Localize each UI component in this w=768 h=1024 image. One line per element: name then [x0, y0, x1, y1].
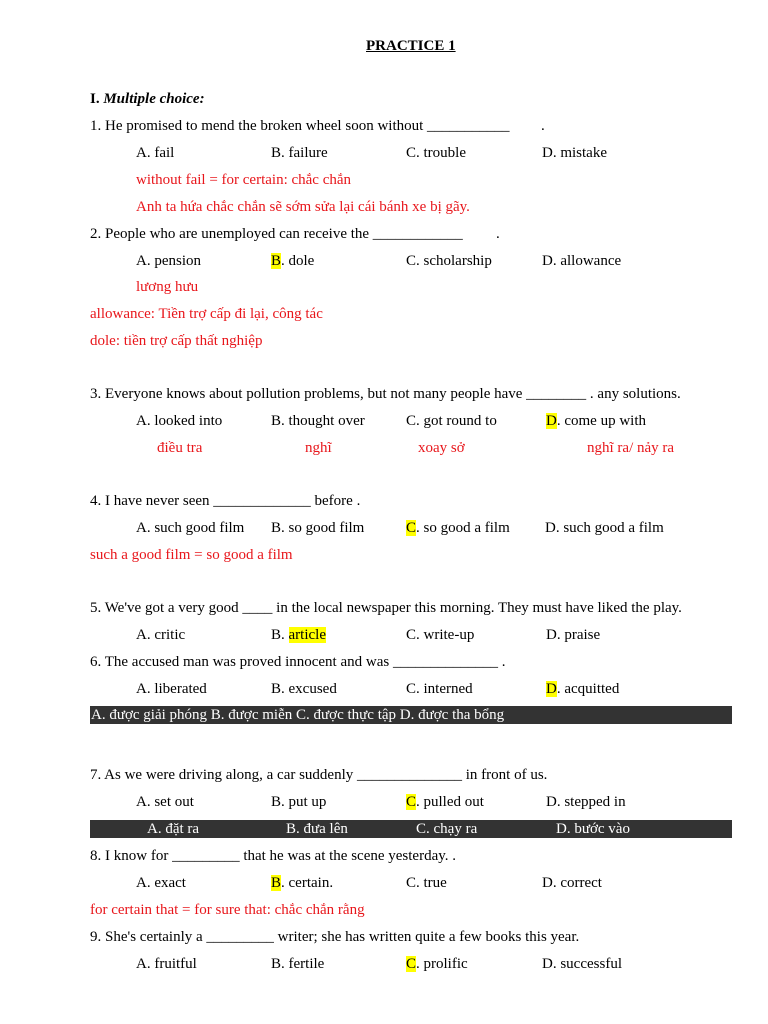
section-name: Multiple choice: — [103, 91, 205, 107]
q6-translation: A. được giải phóng B. được miễn C. được thực tập D. được tha bổng — [91, 707, 505, 723]
q9-option-d: D. successful — [542, 956, 622, 972]
q4-option-c: C. so good a film — [406, 520, 510, 536]
answer-highlight: C — [406, 794, 417, 810]
question-6-stem: 6. The accused man was proved innocent and was ______________ . — [90, 654, 506, 670]
question-5-stem: 5. We've got a very good ____ in the local newspaper this morning. They must have liked the play. — [90, 600, 682, 616]
q7-trans-d: D. bước vào — [556, 821, 630, 837]
q4-option-d: D. such good a film — [545, 520, 664, 536]
q7-trans-b: B. đưa lên — [286, 821, 348, 837]
q6-option-a: A. liberated — [136, 681, 207, 697]
q2-option-c: C. scholarship — [406, 253, 492, 269]
q3-trans-c: xoay sở — [418, 440, 465, 456]
q1-note-1: without fail = for certain: chắc chắn — [136, 172, 352, 188]
q8-note: for certain that = for sure that: chắc chắn rằng — [90, 902, 365, 918]
q8-option-b: B. certain. — [271, 875, 334, 891]
q1-option-a: A. fail — [136, 145, 175, 161]
q8-option-d: D. correct — [542, 875, 602, 891]
q7-option-b: B. put up — [271, 794, 327, 810]
q4-option-b: B. so good film — [271, 520, 365, 536]
question-3-stem: 3. Everyone knows about pollution problems, but not many people have ________ . any solutions. — [90, 386, 681, 402]
q5-option-d: D. praise — [546, 627, 601, 643]
q3-trans-a: điều tra — [157, 440, 203, 456]
q2-option-a: A. pension — [136, 253, 201, 269]
q2-note-3: dole: tiền trợ cấp thất nghiệp — [90, 333, 263, 349]
answer-highlight: C — [406, 520, 417, 536]
q6-translation-band — [90, 706, 732, 724]
q6-option-b: B. excused — [271, 681, 337, 697]
q8-option-a: A. exact — [136, 875, 186, 891]
q9-option-b: B. fertile — [271, 956, 325, 972]
q1-option-d: D. mistake — [542, 145, 607, 161]
page-title: PRACTICE 1 — [366, 38, 456, 54]
q2-option-b: B. dole — [271, 253, 315, 269]
answer-highlight: D — [546, 413, 557, 429]
q1-option-b: B. failure — [271, 145, 328, 161]
answer-highlight: D — [546, 681, 557, 697]
q7-trans-a: A. đặt ra — [147, 821, 200, 837]
q2-note-2: allowance: Tiền trợ cấp đi lại, công tác — [90, 306, 323, 322]
q7-option-a: A. set out — [136, 794, 194, 810]
answer-highlight: B — [271, 875, 282, 891]
q7-option-d: D. stepped in — [546, 794, 626, 810]
q3-option-a: A. looked into — [136, 413, 223, 429]
q7-trans-c: C. chạy ra — [416, 821, 478, 837]
q3-trans-b: nghĩ — [305, 440, 332, 456]
question-1-stem: 1. He promised to mend the broken wheel soon without ___________ — [90, 118, 510, 134]
question-9-stem: 9. She's certainly a _________ writer; she has written quite a few books this year. — [90, 929, 580, 945]
answer-highlight: B — [271, 253, 282, 269]
answer-highlight: article — [288, 627, 326, 643]
q3-option-b: B. thought over — [271, 413, 365, 429]
q7-translation-band — [90, 820, 732, 838]
q4-note: such a good film = so good a film — [90, 547, 293, 563]
q9-option-c: C. prolific — [406, 956, 468, 972]
q3-option-d: D. come up with — [546, 413, 646, 429]
q3-option-c: C. got round to — [406, 413, 497, 429]
q8-option-c: C. true — [406, 875, 447, 891]
question-1-end: . — [541, 118, 545, 134]
section-number: I. — [90, 91, 100, 107]
q7-option-c: C. pulled out — [406, 794, 484, 810]
q4-option-a: A. such good film — [136, 520, 245, 536]
question-2-stem: 2. People who are unemployed can receive the ____________ — [90, 226, 463, 242]
question-2-end: . — [496, 226, 500, 242]
q2-option-d: D. allowance — [542, 253, 622, 269]
q6-option-c: C. interned — [406, 681, 473, 697]
q1-option-c: C. trouble — [406, 145, 466, 161]
q3-trans-d: nghĩ ra/ nảy ra — [587, 440, 675, 456]
question-8-stem: 8. I know for _________ that he was at the scene yesterday. . — [90, 848, 457, 864]
q1-note-2: Anh ta hứa chắc chắn sẽ sớm sửa lại cái bánh xe bị gãy. — [136, 199, 470, 215]
q5-option-c: C. write-up — [406, 627, 475, 643]
q6-option-d: D. acquitted — [546, 681, 620, 697]
q2-note-1: lương hưu — [136, 279, 199, 295]
q9-option-a: A. fruitful — [136, 956, 197, 972]
answer-highlight: C — [406, 956, 417, 972]
question-7-stem: 7. As we were driving along, a car suddenly ______________ in front of us. — [90, 767, 548, 783]
q5-option-b: B. article — [271, 627, 326, 643]
q5-option-a: A. critic — [136, 627, 186, 643]
question-4-stem: 4. I have never seen _____________ before . — [90, 493, 361, 509]
section-heading — [90, 90, 205, 108]
